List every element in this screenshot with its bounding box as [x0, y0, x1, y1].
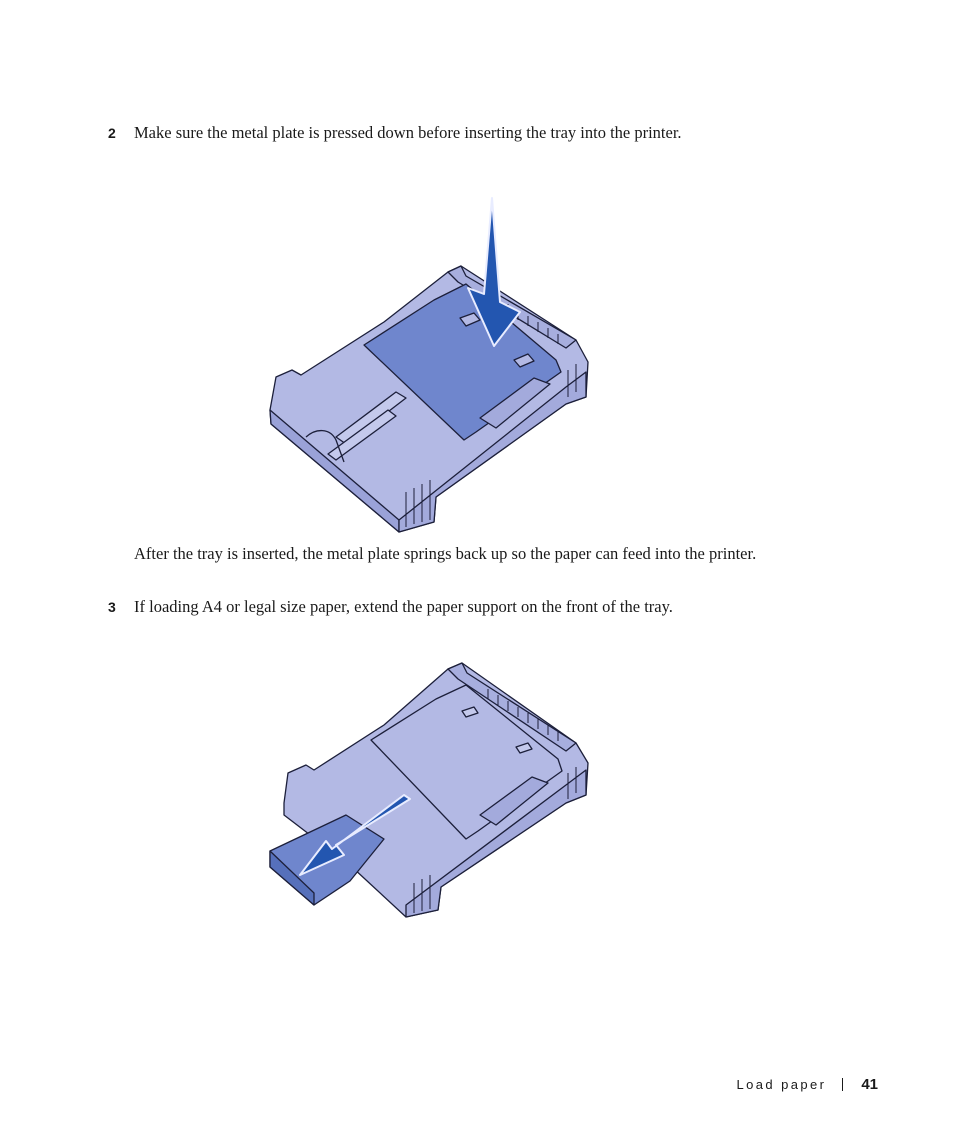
- page-number: 41: [861, 1076, 878, 1093]
- page-footer: [737, 1076, 878, 1093]
- footer-divider: [842, 1078, 843, 1091]
- tray-plate-illustration: [266, 192, 596, 537]
- step-text: If loading A4 or legal size paper, extend the paper support on the front of the tray.: [134, 597, 673, 616]
- footer-section-title: Load paper: [736, 1077, 827, 1092]
- step-2: [108, 122, 788, 144]
- step-text: Make sure the metal plate is pressed down before inserting the tray into the printer.: [134, 123, 682, 142]
- tray-paper-support-illustration: [266, 655, 596, 920]
- step-3: [108, 596, 788, 618]
- step-number: 2: [108, 125, 116, 141]
- after-insert-paragraph: After the tray is inserted, the metal plate springs back up so the paper can feed into the printer.: [134, 544, 757, 563]
- step-number: 3: [108, 599, 116, 615]
